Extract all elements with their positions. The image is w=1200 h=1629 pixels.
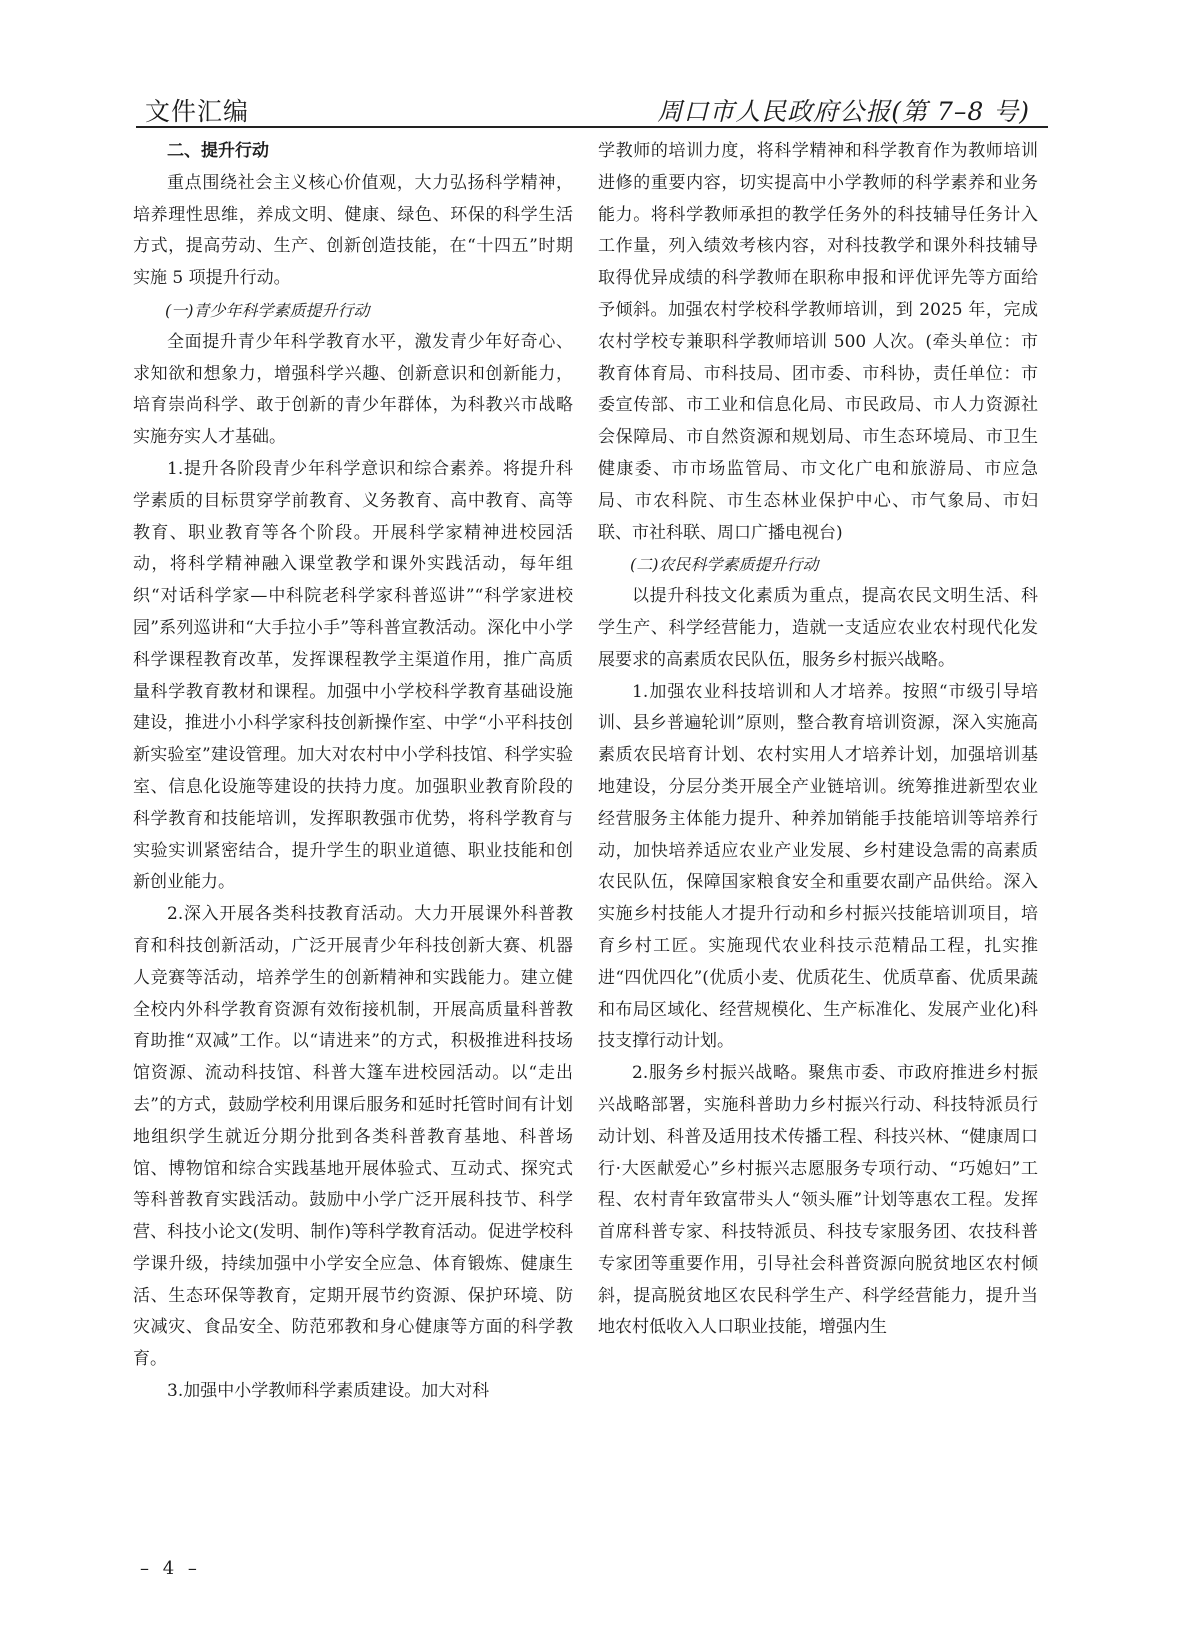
paragraph-item-2: 2.深入开展各类科技教育活动。大力开展课外科普教育和科技创新活动，广泛开展青少年科技创新大赛、机器人竞赛等活动，培养学生的创新精神和实践能力。建立健全校内外科学教育资源有效衔接机制，开展高质量科普教育助推“双减”工作。以“请进来”的方式，积极推进科技场馆资源、流动科技馆、科普大篷车进校园活动。以“走出去”的方式，鼓励学校利用课后服务和延时托管时间有计划地组织学生就近分期分批到各类科普教育基地、科普场馆、博物馆和综合实践基地开展体验式、互动式、探究式等科普教育实践活动。鼓励中小学广泛开展科技节、科学营、科技小论文(发明、制作)等科学教育活动。促进学校科学课升级，持续加强中小学安全应急、体育锻炼、健康生活、生态环保等教育，定期开展节约资源、保护环境、防灾减灾、食品安全、防范邪教和身心健康等方面的科学教育。	[133, 904, 573, 1370]
page-number: – 4 –	[140, 1558, 201, 1579]
paragraph-farm-item-2: 2.服务乡村振兴战略。聚焦市委、市政府推进乡村振兴战略部署，实施科普助力乡村振兴行动、科技特派员行动计划、科普及适用技术传播工程、科技兴林、“健康周口行·大医献爱心”乡村振兴志愿服务专项行动、“巧媳妇”工程、农村青年致富带头人“领头雁”计划等惠农工程。发挥首席科普专家、科技特派员、科技专家服务团、农技科普专家团等重要作用，引导社会科普资源向脱贫地区农村倾斜，提高脱贫地区农民科学生产、科学经营能力，提升当地农村低收入人口职业技能，增强内生	[598, 1063, 1038, 1338]
paragraph-farmers: 以提升科技文化素质为重点，提高农民文明生活、科学生产、科学经营能力，造就一支适应农业农村现代化发展要求的高素质农民队伍，服务乡村振兴战略。	[598, 586, 1038, 670]
subheading-youth-action: (一)青少年科学素质提升行动	[165, 300, 370, 320]
paragraph-farm-item-1: 1.加强农业科技培训和人才培养。按照“市级引导培训、县乡普遍轮训”原则，整合教育培训资源，深入实施高素质农民培育计划、农村实用人才培养计划，加强培训基地建设，分层分类开展全产业链培训。统筹推进新型农业经营服务主体能力提升、种养加销能手技能培训等培养行动，加快培养适应农业产业发展、乡村建设急需的高素质农民队伍，保障国家粮食安全和重要农副产品供给。深入实施乡村技能人才提升行动和乡村振兴技能培训项目，培育乡村工匠。实施现代农业科技示范精品工程，扎实推进“四优四化”(优质小麦、优质花生、优质草畜、优质果蔬和布局区域化、经营规模化、生产标准化、发展产业化)科技支撑行动计划。	[598, 681, 1038, 1052]
paragraph-youth: 全面提升青少年科学教育水平，激发青少年好奇心、求知欲和想象力，增强科学兴趣、创新意识和创新能力，培育崇尚科学、敢于创新的青少年群体，为科教兴市战略实施夯实人才基础。	[133, 331, 573, 448]
left-column	[133, 136, 573, 1408]
paragraph-item-3-start: 3.加强中小学教师科学素质建设。加大对科	[167, 1381, 490, 1402]
paragraph-item-1: 1.提升各阶段青少年科学意识和综合素养。将提升科学素质的目标贯穿学前教育、义务教育、高中教育、高等教育、职业教育等各个阶段。开展科学家精神进校园活动，将科学精神融入课堂教学和课外实践活动，每年组织“对话科学家—中科院老科学家科普巡讲”“科学家进校园”系列巡讲和“大手拉小手”等科普宣教活动。深化中小学科学课程教育改革，发挥课程教学主渠道作用，推广高质量科学教育教材和课程。加强中小学校科学教育基础设施建设，推进小小科学家科技创新操作室、中学“小平科技创新实验室”建设管理。加大对农村中小学科技馆、科学实验室、信息化设施等建设的扶持力度。加强职业教育阶段的科学教育和技能培训，发挥职教强市优势，将科学教育与实验实训紧密结合，提升学生的职业道德、职业技能和创新创业能力。	[133, 458, 573, 893]
publication-title: 周口市人民政府公报(第 7–8 号)	[657, 97, 1030, 126]
subheading-farmers-action: (二)农民科学素质提升行动	[630, 555, 819, 575]
paragraph-item-3-continued: 学教师的培训力度，将科学精神和科学教育作为教师培训进修的重要内容，切实提高中小学教师的科学素养和业务能力。将科学教师承担的教学任务外的科技辅导任务计入工作量，列入绩效考核内容，对科技教学和课外科技辅导取得优异成绩的科学教师在职称申报和评优评先等方面给予倾斜。加强农村学校科学教师培训，到 2025 年，完成农村学校专兼职科学教师培训 500 人次。(牵头单位：市教育体育局、市科技局、团市委、市科协，责任单位：市委宣传部、市工业和信息化局、市民政局、市人力资源社会保障局、市自然资源和规划局、市生态环境局、市卫生健康委、市市场监管局、市文化广电和旅游局、市应急局、市农科院、市生态林业保护中心、市气象局、市妇联、市社科联、周口广播电视台)	[598, 141, 1038, 543]
right-column	[598, 136, 1038, 1344]
header-divider	[136, 126, 1048, 128]
section-label: 文件汇编	[145, 97, 250, 126]
paragraph-intro: 重点围绕社会主义核心价值观，大力弘扬科学精神，培养理性思维，养成文明、健康、绿色、环保的科学生活方式，提高劳动、生产、创新创造技能，在“十四五”时期实施 5 项提升行动。	[133, 172, 573, 289]
section-heading-promotion-actions: 二、提升行动	[167, 141, 269, 161]
